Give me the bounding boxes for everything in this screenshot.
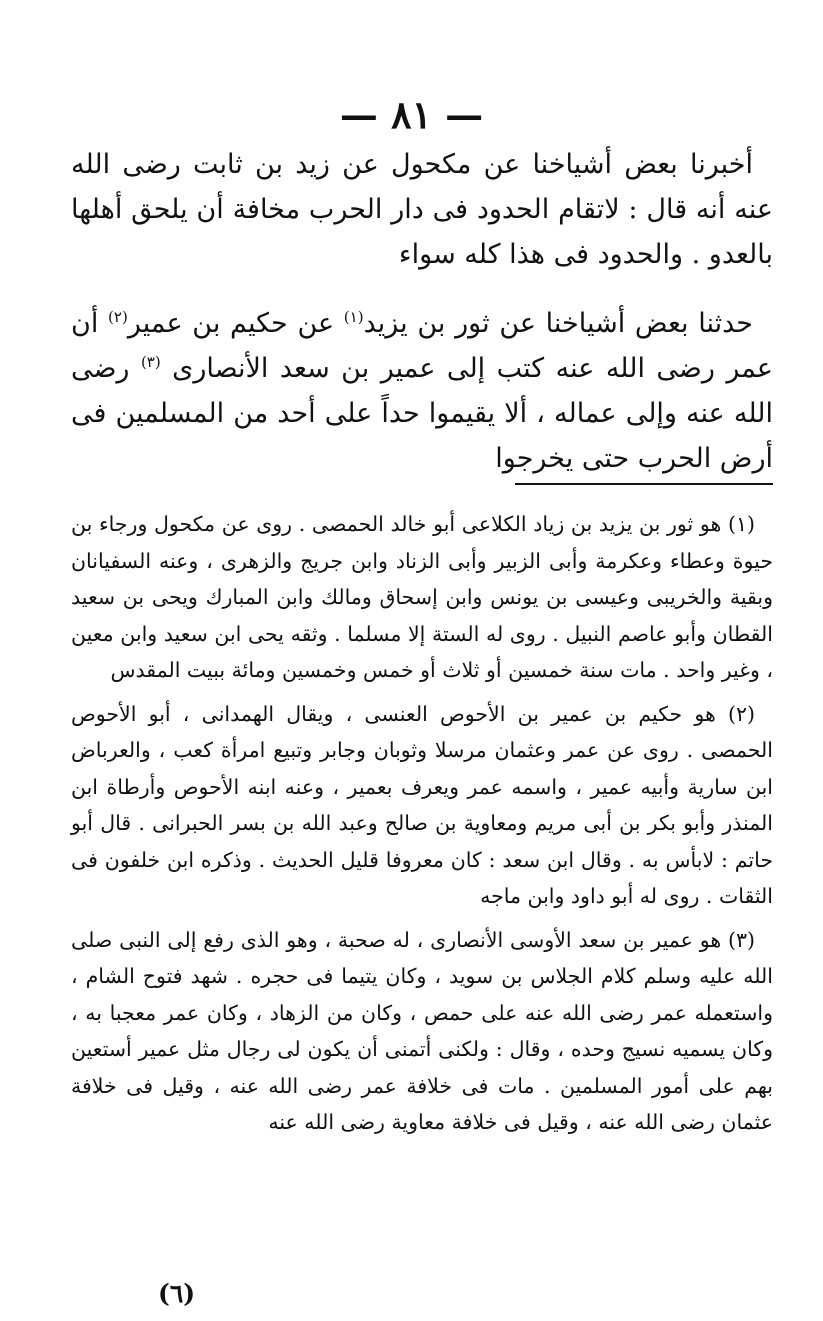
- signature-mark: (٦): [158, 1279, 196, 1308]
- page-number: — ٨١ —: [339, 92, 484, 137]
- footnote-ref-1: (١): [343, 308, 364, 326]
- footnote-ref-3: (٣): [140, 353, 161, 371]
- paragraph-2-part-3: أن عمر رضى الله عنه كتب إلى عمير بن سعد الأنصارى: [71, 308, 773, 384]
- main-text: [71, 142, 773, 505]
- paragraph-2-part-2: عن حكيم بن عمير: [127, 308, 344, 339]
- footnote-2: (٢) هو حكيم بن عمير بن الأحوص العنسى ، ويقال الهمدانى ، أبو الأحوص الحمصى . روى عن عمر وعثمان مرسلا وثوبان وجابر وتبيع امرأة كعب ، والعرباض ابن سارية وأبيه عمير ، واسمه عمر ويعرف بعمير ، وعنه ابنه الأحوص وأرطاة ابن المنذر وأبو بكر بن أبى مريم ومعاوية بن صالح وعبد الله بن بسر الحبرانى . قال أبو حاتم : لابأس به . وقال ابن سعد : كان معروفا قليل الحديث . وذكره ابن خلفون فى الثقات . روى له أبو داود وابن ماجه: [71, 701, 773, 908]
- paragraph-2-part-4: رضى الله عنه وإلى عماله ، ألا يقيموا حداً على أحد من المسلمين فى أرض الحرب حتى يخرجوا: [71, 353, 773, 474]
- paragraph-2: [71, 301, 773, 481]
- footnotes: [71, 506, 773, 1148]
- footnote-3: (٣) هو عمير بن سعد الأوسى الأنصارى ، له صحبة ، وهو الذى رفع إلى النبى صلى الله عليه وسلم كلام الجلاس بن سويد ، وكان يتيما فى حجره . شهد فتوح الشام ، واستعمله عمر رضى الله عنه على حمص ، وكان من الزهاد ، وكان عمر معجبا به ، وكان يسميه نسيج وحده ، وقال : ولكنى أتمنى أن يكون لى رجال مثل عمير أستعين بهم على أمور المسلمين . مات فى خلافة عمر رضى الله عنه ، وقيل فى خلافة عثمان رضى الله عنه ، وقيل فى خلافة معاوية رضى الله عنه: [71, 927, 773, 1134]
- footnote-ref-2: (٢): [108, 308, 128, 326]
- footnote-1: (١) هو ثور بن يزيد بن زياد الكلاعى أبو خالد الحمصى . روى عن مكحول ورجاء بن حيوة وعطاء وعكرمة وأبى الزبير وأبى الزناد وابن جريج والزهرى ، وعنه السفيانان وبقية والخريبى وعيسى بن يونس وابن إسحاق ومالك وابن المبارك ويحى بن سعيد القطان وأبو عاصم النبيل . روى له الستة إلا مسلما . وثقه يحى ابن سعيد وابن معين ، وغير واحد . مات سنة خمسين أو ثلاث أو خمس وخمسين ومائة ببيت المقدس: [71, 512, 773, 682]
- paragraph-2-part-1: حدثنا بعض أشياخنا عن ثور بن يزيد: [363, 308, 753, 339]
- footnote-divider: [515, 483, 773, 485]
- paragraph-1: أخبرنا بعض أشياخنا عن مكحول عن زيد بن ثابت رضى الله عنه أنه قال : لاتقام الحدود فى دار الحرب مخافة أن يلحق أهلها بالعدو . والحدود فى هذا كله سواء: [71, 149, 773, 270]
